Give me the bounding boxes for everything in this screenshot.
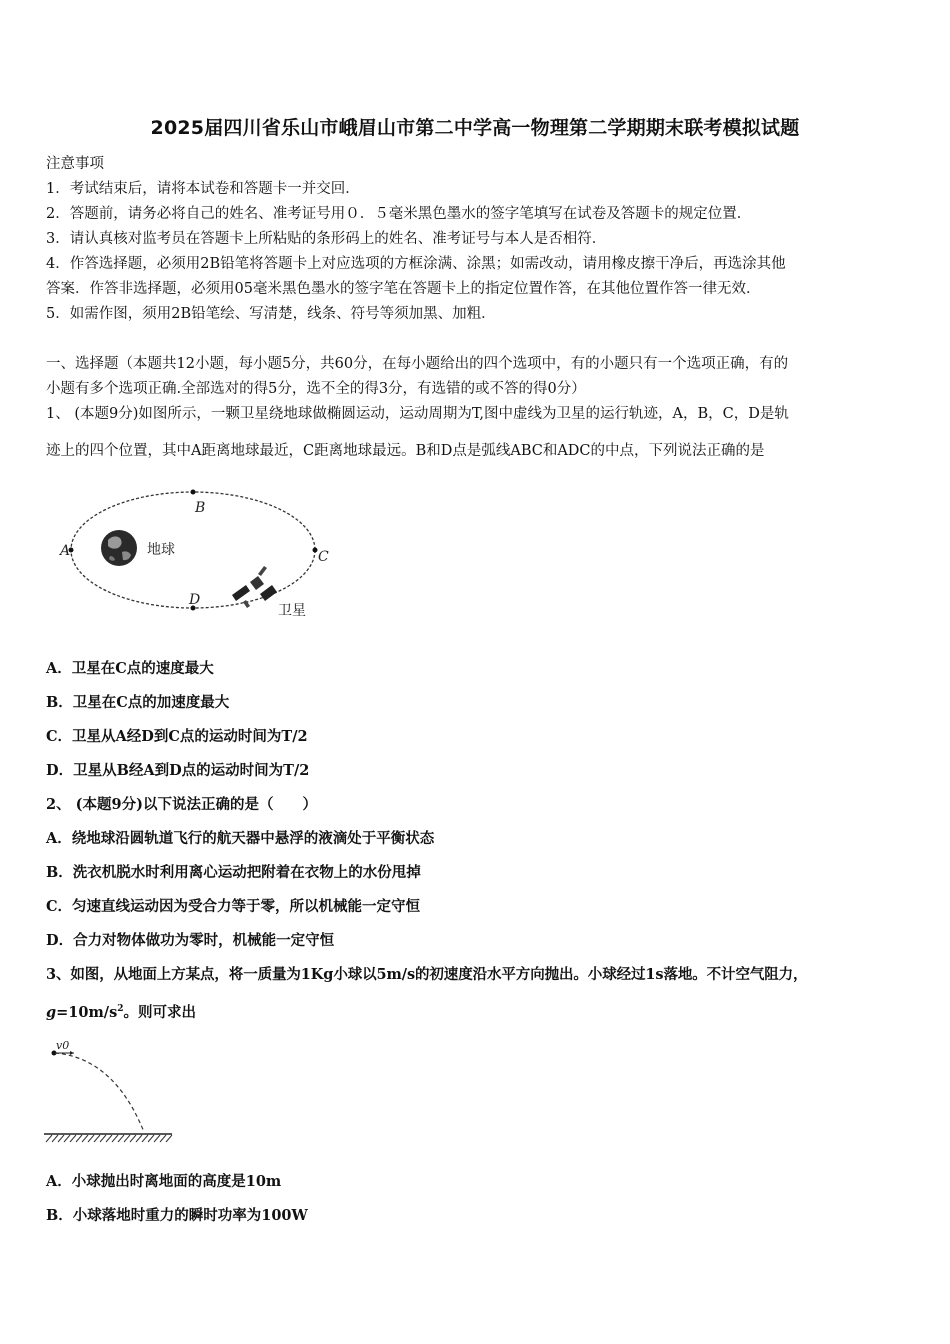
satellite-label: 卫星 [278, 603, 306, 619]
point-a-label: A [60, 543, 71, 559]
earth-icon [101, 530, 137, 566]
section-heading-line2: 小题有多个选项正确.全部选对的得5分，选不全的得3分，有选错的或不答的得0分） [46, 381, 586, 397]
page-title: 2025届四川省乐山市峨眉山市第二中学高一物理第二学期期末联考模拟试题 [150, 117, 800, 139]
q3-stem-line1: 3、如图，从地面上方某点，将一质量为1Kg小球以5m/s的初速度沿水平方向抛出。小球经过1s落地。不计空气阻力， [46, 966, 808, 983]
earth-label: 地球 [147, 542, 175, 558]
notice-item-2: 2．答题前，请务必将自己的姓名、准考证号用０．５毫米黑色墨水的签字笔填写在试卷及答题卡的规定位置． [46, 206, 752, 222]
q3-g-exponent: 2 [117, 1004, 124, 1015]
q3-option-a: A．小球抛出时离地面的高度是10m [46, 1173, 282, 1190]
q3-stem-rest: 。则可求出 [123, 1004, 197, 1021]
q3-g-symbol: g [46, 1004, 57, 1021]
projectile-figure [44, 1036, 176, 1146]
q2-option-c: C．匀速直线运动因为受合力等于零，所以机械能一定守恒 [46, 898, 421, 915]
point-c-label: C [318, 549, 329, 565]
notice-item-4-cont: 答案．作答非选择题，必须用05毫米黑色墨水的签字笔在答题卡上的指定位置作答，在其他位置作答一律无效． [46, 281, 761, 297]
q3-option-b: B．小球落地时重力的瞬时功率为100W [46, 1207, 308, 1224]
point-c-dot [313, 548, 318, 553]
point-b-dot [191, 490, 196, 495]
ground-hatch [46, 1135, 172, 1142]
q2-option-a: A．绕地球沿圆轨道飞行的航天器中悬浮的液滴处于平衡状态 [46, 830, 435, 847]
notice-item-4: 4．作答选择题，必须用2B铅笔将答题卡上对应选项的方框涂满、涂黑；如需改动，请用橡皮擦干净后，再选涂其他 [46, 256, 786, 272]
q2-option-d: D．合力对物体做功为零时，机械能一定守恒 [46, 932, 335, 949]
point-d-label: D [189, 592, 201, 608]
q1-stem-line2: 迹上的四个位置，其中A距离地球最近，C距离地球最远。B和D点是弧线ABC和ADC的中点，下列说法正确的是 [46, 443, 765, 459]
notice-item-3: 3．请认真核对监考员在答题卡上所粘贴的条形码上的姓名、准考证号与本人是否相符． [46, 231, 607, 247]
q1-stem-line1: 1、 (本题9分)如图所示，一颗卫星绕地球做椭圆运动，运动周期为T,图中虚线为卫星的运行轨迹，A，B，C，D是轨 [46, 406, 789, 422]
q2-option-b: B．洗衣机脱水时利用离心运动把附着在衣物上的水份甩掉 [46, 864, 421, 881]
section-heading-line1: 一、选择题（本题共12小题，每小题5分，共60分，在每小题给出的四个选项中，有的小题只有一个选项正确，有的 [46, 356, 789, 372]
q1-option-c: C．卫星从A经D到C点的运动时间为T/2 [46, 728, 308, 745]
trajectory [55, 1053, 144, 1132]
point-b-label: B [195, 500, 206, 516]
notice-item-5: 5．如需作图，须用2B铅笔绘、写清楚，线条、符号等须加黑、加粗． [46, 306, 496, 322]
q3-g-value: =10m/s [56, 1004, 118, 1021]
notice-item-1: 1．考试结束后，请将本试卷和答题卡一并交回． [46, 181, 360, 197]
q3-stem-line2 [46, 1001, 196, 1022]
q1-option-b: B．卫星在C点的加速度最大 [46, 694, 230, 711]
q1-option-a: A．卫星在C点的速度最大 [46, 660, 214, 677]
velocity-label: v0 [56, 1039, 70, 1052]
notice-heading: 注意事项 [46, 156, 104, 172]
q1-option-d: D．卫星从B经A到D点的运动时间为T/2 [46, 762, 310, 779]
orbit-figure [52, 470, 332, 620]
satellite-icon [232, 566, 277, 608]
q2-stem: 2、 (本题9分)以下说法正确的是（ ） [46, 796, 317, 813]
